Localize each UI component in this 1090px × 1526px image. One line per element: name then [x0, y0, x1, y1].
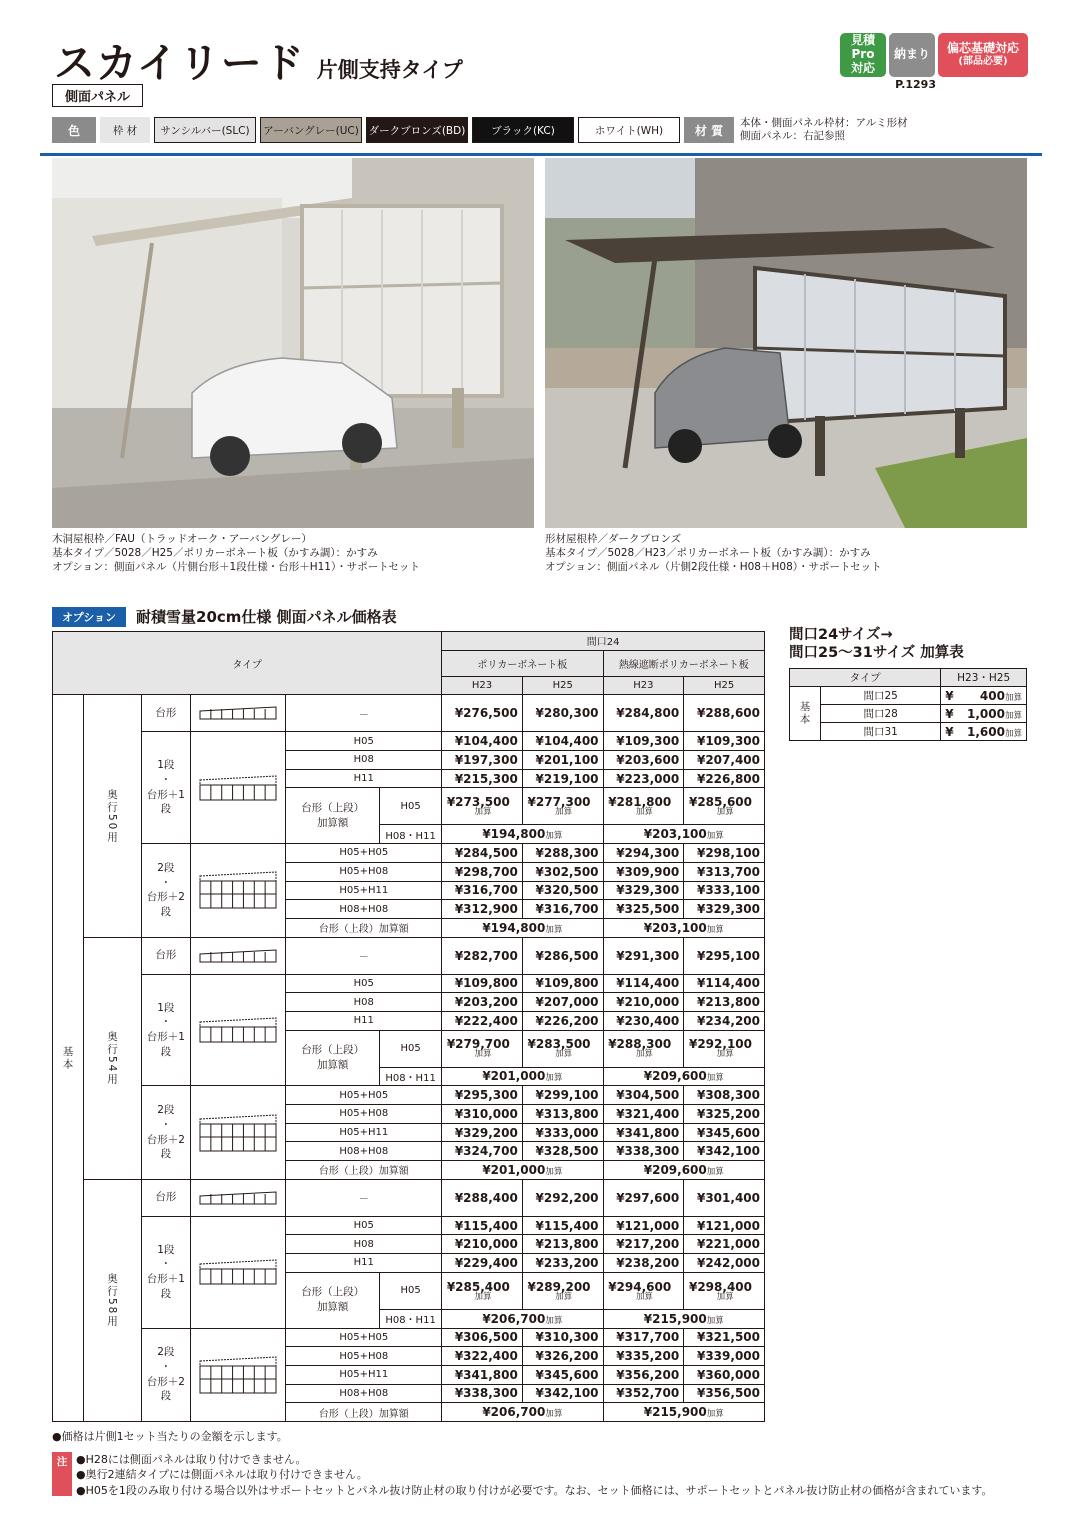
- add-table-title: 間口24サイズ→ 間口25～31サイズ 加算表: [789, 627, 964, 662]
- price-cell: ¥233,200: [522, 1254, 603, 1273]
- price-cell: ¥309,900: [603, 862, 684, 881]
- price-cell: ¥223,000: [603, 769, 684, 788]
- price-cell: ¥109,300: [684, 732, 765, 751]
- price-cell: ¥317,700: [603, 1328, 684, 1347]
- header-row-frontage: [53, 632, 765, 651]
- price-cell: ¥114,400: [603, 974, 684, 993]
- price-cell: ¥206,700加算: [442, 1309, 603, 1328]
- notes-block: [52, 1452, 992, 1498]
- height-name: H05+H11: [286, 1123, 442, 1142]
- photo-caption-right: 形材屋根枠／ダークブロンズ 基本タイプ／5028／H23／ポリカーボネート板（かすみ調）：かすみ オプション：側面パネル（片側2段仕様・H08＋H08）・サポートセット: [545, 533, 882, 574]
- height-name: H05+H11: [286, 881, 442, 900]
- height-name: H08: [286, 751, 442, 770]
- osamari-badge[interactable]: 納まり: [889, 33, 935, 77]
- price-cell: ¥313,700: [684, 862, 765, 881]
- panel-diagram-icon: [198, 1191, 278, 1205]
- price-cell: ¥282,700: [442, 937, 523, 974]
- price-cell: ¥201,100: [522, 751, 603, 770]
- price-cell: ¥201,000加算: [442, 1067, 603, 1086]
- upper-add-label: 台形（上段）加算額: [286, 1403, 442, 1422]
- height-name: H05+H05: [286, 1086, 442, 1105]
- upper-add-label: 台形（上段） 加算額: [286, 1030, 380, 1086]
- panel-thumbnail: [190, 1086, 286, 1179]
- price-cell: ¥115,400: [522, 1216, 603, 1235]
- panel-thumbnail: [190, 732, 286, 844]
- panel-thumbnail: [190, 844, 286, 937]
- panel-thumbnail: [190, 937, 286, 974]
- price-table: [52, 631, 765, 1422]
- price-cell: ¥321,500: [684, 1328, 765, 1347]
- height-name: H05+H08: [286, 1347, 442, 1366]
- carport-illustration-right: [545, 158, 1027, 528]
- price-cell: ¥302,500: [522, 862, 603, 881]
- price-cell: ¥221,000: [684, 1235, 765, 1254]
- henshin-kiso-badge[interactable]: 偏芯基礎対応 (部品必要): [938, 33, 1028, 77]
- product-subtitle: 片側支持タイプ: [316, 58, 463, 82]
- price-cell: ¥121,000: [603, 1216, 684, 1235]
- panel-thumbnail: [190, 974, 286, 1086]
- price-cell: ¥215,900加算: [603, 1309, 764, 1328]
- price-cell: ¥197,300: [442, 751, 523, 770]
- price-cell: ¥281,800 加算: [603, 788, 684, 825]
- upper-add-label: 台形（上段） 加算額: [286, 788, 380, 844]
- panel-thumbnail: [190, 695, 286, 732]
- price-cell: ¥292,100 加算: [684, 1030, 765, 1067]
- upper-add-label: 台形（上段）加算額: [286, 918, 442, 937]
- kihon-label: 基本: [53, 695, 84, 1422]
- price-cell: ¥207,000: [522, 993, 603, 1012]
- type-name-daikei: 台形: [142, 937, 191, 974]
- table-row: [53, 1179, 765, 1216]
- dash-cell: －: [286, 937, 442, 974]
- price-cell: ¥298,700: [442, 862, 523, 881]
- page-reference: P.1293: [895, 78, 936, 91]
- price-cell: ¥342,100: [684, 1142, 765, 1161]
- price-cell: ¥326,200: [522, 1347, 603, 1366]
- height-name: H08・H11: [379, 1067, 441, 1086]
- height-name: H05: [286, 1216, 442, 1235]
- price-cell: ¥288,600: [684, 695, 765, 732]
- price-cell: ¥312,900: [442, 900, 523, 919]
- price-table-body: [53, 632, 765, 1422]
- price-cell: ¥203,200: [442, 993, 523, 1012]
- price-cell: ¥121,000: [684, 1216, 765, 1235]
- price-cell: ¥109,800: [442, 974, 523, 993]
- price-cell: ¥345,600: [522, 1365, 603, 1384]
- price-cell: ¥285,600 加算: [684, 788, 765, 825]
- price-cell: ¥298,400 加算: [684, 1272, 765, 1309]
- price-cell: ¥329,200: [442, 1123, 523, 1142]
- badge-group: [840, 33, 1028, 77]
- type-name-two-dan: 2段 ・ 台形＋2段: [142, 1328, 191, 1421]
- price-cell: ¥333,000: [522, 1123, 603, 1142]
- panel-diagram-icon: [198, 775, 278, 801]
- mitsumori-pro-badge[interactable]: 見積Pro 対応: [840, 33, 886, 77]
- carport-illustration-left: [52, 158, 534, 528]
- color-swatch-kc: ブラック(KC): [472, 117, 574, 143]
- price-cell: ¥324,700: [442, 1142, 523, 1161]
- depth-label: 奥行58用: [84, 1179, 142, 1421]
- panel-diagram-icon: [198, 949, 278, 963]
- table-row: [53, 974, 765, 993]
- price-cell: ¥313,800: [522, 1105, 603, 1124]
- height-name: H05+H08: [286, 1105, 442, 1124]
- price-cell: ¥310,000: [442, 1105, 523, 1124]
- height-name: H08・H11: [379, 1309, 441, 1328]
- type-name-daikei: 台形: [142, 695, 191, 732]
- price-cell: ¥194,800加算: [442, 918, 603, 937]
- color-label: 色: [52, 117, 96, 143]
- color-swatch-wh: ホワイト(WH): [578, 117, 680, 143]
- height-name: H11: [286, 1254, 442, 1273]
- price-cell: ¥284,500: [442, 844, 523, 863]
- height-name: H08: [286, 1235, 442, 1254]
- price-cell: ¥203,100加算: [603, 918, 764, 937]
- material-header-heat: 熱線遮断ポリカーボネート板: [603, 650, 764, 676]
- height-header: H23: [442, 676, 523, 695]
- price-cell: ¥322,400: [442, 1347, 523, 1366]
- section-label: 側面パネル: [52, 84, 143, 107]
- price-cell: ¥316,700: [442, 881, 523, 900]
- price-cell: ¥286,500: [522, 937, 603, 974]
- price-cell: ¥213,800: [684, 993, 765, 1012]
- price-cell: ¥301,400: [684, 1179, 765, 1216]
- note-lines: ●H28には側面パネルは取り付けできません。 ●奥行2連結タイプには側面パネルは取り付けできません。 ●H05を1段のみ取り付ける場合以外はサポートセットとパネル抜け防止材の取り付けが必要です。なお、セット価格には、サポートセットとパネル抜け防止材の価格が含まれています。: [76, 1453, 993, 1497]
- option-tag: オプション: [52, 607, 126, 627]
- price-cell: ¥242,000: [684, 1254, 765, 1273]
- price-cell: ¥238,200: [603, 1254, 684, 1273]
- price-cell: ¥206,700加算: [442, 1403, 603, 1422]
- table-row: [53, 1216, 765, 1235]
- price-cell: ¥304,500: [603, 1086, 684, 1105]
- panel-diagram-icon: [198, 1356, 278, 1394]
- price-cell: ¥210,000: [603, 993, 684, 1012]
- price-cell: ¥341,800: [603, 1123, 684, 1142]
- type-name-one-dan: 1段 ・ 台形＋1段: [142, 1216, 191, 1328]
- note-tag: 注: [52, 1452, 72, 1496]
- price-cell: ¥316,700: [522, 900, 603, 919]
- price-cell: ¥288,300: [522, 844, 603, 863]
- price-cell: ¥306,500: [442, 1328, 523, 1347]
- panel-diagram-icon: [198, 706, 278, 720]
- price-cell: ¥229,400: [442, 1254, 523, 1273]
- height-header: H23: [603, 676, 684, 695]
- price-cell: ¥291,300: [603, 937, 684, 974]
- panel-diagram-icon: [198, 871, 278, 909]
- height-name: H05: [379, 1272, 441, 1309]
- material-label: 材 質: [684, 117, 734, 143]
- dash-cell: －: [286, 695, 442, 732]
- price-cell: ¥201,000加算: [442, 1161, 603, 1180]
- price-cell: ¥226,200: [522, 1011, 603, 1030]
- frame-label: 枠 材: [100, 117, 150, 143]
- price-note: ●価格は片側1セット当たりの金額を示します。: [52, 1430, 288, 1443]
- upper-add-label: 台形（上段） 加算額: [286, 1272, 380, 1328]
- price-cell: ¥226,800: [684, 769, 765, 788]
- price-cell: ¥356,200: [603, 1365, 684, 1384]
- table-row: [53, 732, 765, 751]
- type-name-two-dan: 2段 ・ 台形＋2段: [142, 1086, 191, 1179]
- price-cell: ¥320,500: [522, 881, 603, 900]
- color-bar: [52, 116, 908, 144]
- price-cell: ¥215,300: [442, 769, 523, 788]
- frontage-header: 間口24: [442, 632, 765, 651]
- height-name: H05+H05: [286, 844, 442, 863]
- height-name: H08+H08: [286, 1384, 442, 1403]
- price-cell: ¥329,300: [684, 900, 765, 919]
- price-cell: ¥283,500 加算: [522, 1030, 603, 1067]
- price-cell: ¥338,300: [603, 1142, 684, 1161]
- price-cell: ¥109,800: [522, 974, 603, 993]
- carport-photo-right: [545, 158, 1027, 528]
- type-name-one-dan: 1段 ・ 台形＋1段: [142, 732, 191, 844]
- panel-diagram-icon: [198, 1259, 278, 1285]
- price-cell: ¥288,300 加算: [603, 1030, 684, 1067]
- price-cell: ¥288,400: [442, 1179, 523, 1216]
- price-cell: ¥284,800: [603, 695, 684, 732]
- height-name: H05: [286, 732, 442, 751]
- add-table-row: 間口31 ¥ 1,600加算: [790, 723, 1027, 741]
- price-cell: ¥285,400 加算: [442, 1272, 523, 1309]
- height-name: H11: [286, 769, 442, 788]
- price-cell: ¥292,200: [522, 1179, 603, 1216]
- blue-rule: [40, 153, 1042, 156]
- price-cell: ¥298,100: [684, 844, 765, 863]
- price-cell: ¥210,000: [442, 1235, 523, 1254]
- depth-label: 奥行54用: [84, 937, 142, 1179]
- price-cell: ¥329,300: [603, 881, 684, 900]
- price-cell: ¥294,600 加算: [603, 1272, 684, 1309]
- price-cell: ¥203,600: [603, 751, 684, 770]
- price-cell: ¥115,400: [442, 1216, 523, 1235]
- height-name: H08: [286, 993, 442, 1012]
- height-header: H25: [684, 676, 765, 695]
- table-row: [53, 1086, 765, 1105]
- price-cell: ¥333,100: [684, 881, 765, 900]
- price-cell: ¥104,400: [522, 732, 603, 751]
- height-name: H11: [286, 1011, 442, 1030]
- price-cell: ¥325,200: [684, 1105, 765, 1124]
- price-cell: ¥325,500: [603, 900, 684, 919]
- add-table: [789, 668, 1027, 741]
- price-cell: ¥104,400: [442, 732, 523, 751]
- height-name: H05: [379, 1030, 441, 1067]
- color-swatch-uc: アーバングレー(UC): [260, 117, 362, 143]
- height-name: H05: [379, 788, 441, 825]
- price-cell: ¥273,500 加算: [442, 788, 523, 825]
- color-swatch-bd: ダークブロンズ(BD): [366, 117, 468, 143]
- price-cell: ¥219,100: [522, 769, 603, 788]
- price-cell: ¥230,400: [603, 1011, 684, 1030]
- price-cell: ¥345,600: [684, 1123, 765, 1142]
- price-cell: ¥222,400: [442, 1011, 523, 1030]
- table-row: [53, 844, 765, 863]
- page-title: [54, 30, 463, 89]
- price-cell: ¥297,600: [603, 1179, 684, 1216]
- table-row: [53, 937, 765, 974]
- dash-cell: －: [286, 1179, 442, 1216]
- height-name: H05: [286, 974, 442, 993]
- height-name: H08+H08: [286, 1142, 442, 1161]
- upper-add-label: 台形（上段）加算額: [286, 1161, 442, 1180]
- price-cell: ¥360,000: [684, 1365, 765, 1384]
- price-cell: ¥207,400: [684, 751, 765, 770]
- price-cell: ¥295,100: [684, 937, 765, 974]
- price-cell: ¥342,100: [522, 1384, 603, 1403]
- price-cell: ¥352,700: [603, 1384, 684, 1403]
- type-name-two-dan: 2段 ・ 台形＋2段: [142, 844, 191, 937]
- depth-label: 奥行50用: [84, 695, 142, 937]
- panel-thumbnail: [190, 1216, 286, 1328]
- type-name-daikei: 台形: [142, 1179, 191, 1216]
- price-cell: ¥289,200 加算: [522, 1272, 603, 1309]
- price-cell: ¥310,300: [522, 1328, 603, 1347]
- price-cell: ¥321,400: [603, 1105, 684, 1124]
- price-cell: ¥213,800: [522, 1235, 603, 1254]
- table-row: [53, 695, 765, 732]
- price-cell: ¥356,500: [684, 1384, 765, 1403]
- price-cell: ¥308,300: [684, 1086, 765, 1105]
- price-cell: ¥203,100加算: [603, 825, 764, 844]
- add-table-row: 基本 間口25 ¥ 400加算: [790, 687, 1027, 705]
- price-cell: ¥194,800加算: [442, 825, 603, 844]
- carport-photo-left: [52, 158, 534, 528]
- panel-thumbnail: [190, 1328, 286, 1421]
- add-table-header: タイプ H23・H25: [790, 669, 1027, 687]
- height-name: H08・H11: [379, 825, 441, 844]
- price-cell: ¥338,300: [442, 1384, 523, 1403]
- price-cell: ¥341,800: [442, 1365, 523, 1384]
- price-cell: ¥335,200: [603, 1347, 684, 1366]
- panel-diagram-icon: [198, 1017, 278, 1043]
- price-cell: ¥279,700 加算: [442, 1030, 523, 1067]
- type-name-one-dan: 1段 ・ 台形＋1段: [142, 974, 191, 1086]
- material-text: 本体・側面パネル枠材：アルミ形材 側面パネル：右記参照: [740, 117, 908, 142]
- price-cell: ¥277,300 加算: [522, 788, 603, 825]
- price-cell: ¥299,100: [522, 1086, 603, 1105]
- material-header-poly: ポリカーボネート板: [442, 650, 603, 676]
- price-cell: ¥215,900加算: [603, 1403, 764, 1422]
- product-name: スカイリード: [54, 39, 305, 87]
- add-table-row: 間口28 ¥ 1,000加算: [790, 705, 1027, 723]
- price-cell: ¥217,200: [603, 1235, 684, 1254]
- height-name: H05+H08: [286, 862, 442, 881]
- price-cell: ¥294,300: [603, 844, 684, 863]
- price-cell: ¥209,600加算: [603, 1067, 764, 1086]
- height-name: H08+H08: [286, 900, 442, 919]
- height-name: H05+H05: [286, 1328, 442, 1347]
- photo-caption-left: 木洞屋根枠／FAU（トラッドオーク・アーバングレー） 基本タイプ／5028／H25／ポリカーボネート板（かすみ調）：かすみ オプション：側面パネル（片側台形＋1段仕様・台形＋H11）・サポートセット: [52, 533, 420, 574]
- price-cell: ¥209,600加算: [603, 1161, 764, 1180]
- price-cell: ¥339,000: [684, 1347, 765, 1366]
- option-title: 耐積雪量20cm仕様 側面パネル価格表: [136, 608, 397, 626]
- price-cell: ¥114,400: [684, 974, 765, 993]
- price-cell: ¥109,300: [603, 732, 684, 751]
- price-cell: ¥295,300: [442, 1086, 523, 1105]
- price-cell: ¥280,300: [522, 695, 603, 732]
- color-swatch-slc: サンシルバー(SLC): [154, 117, 256, 143]
- panel-thumbnail: [190, 1179, 286, 1216]
- type-header: タイプ: [53, 632, 442, 695]
- table-row: [53, 1328, 765, 1347]
- panel-diagram-icon: [198, 1114, 278, 1152]
- price-cell: ¥328,500: [522, 1142, 603, 1161]
- price-cell: ¥234,200: [684, 1011, 765, 1030]
- height-name: H05+H11: [286, 1365, 442, 1384]
- price-cell: ¥276,500: [442, 695, 523, 732]
- option-header: [52, 606, 397, 627]
- height-header: H25: [522, 676, 603, 695]
